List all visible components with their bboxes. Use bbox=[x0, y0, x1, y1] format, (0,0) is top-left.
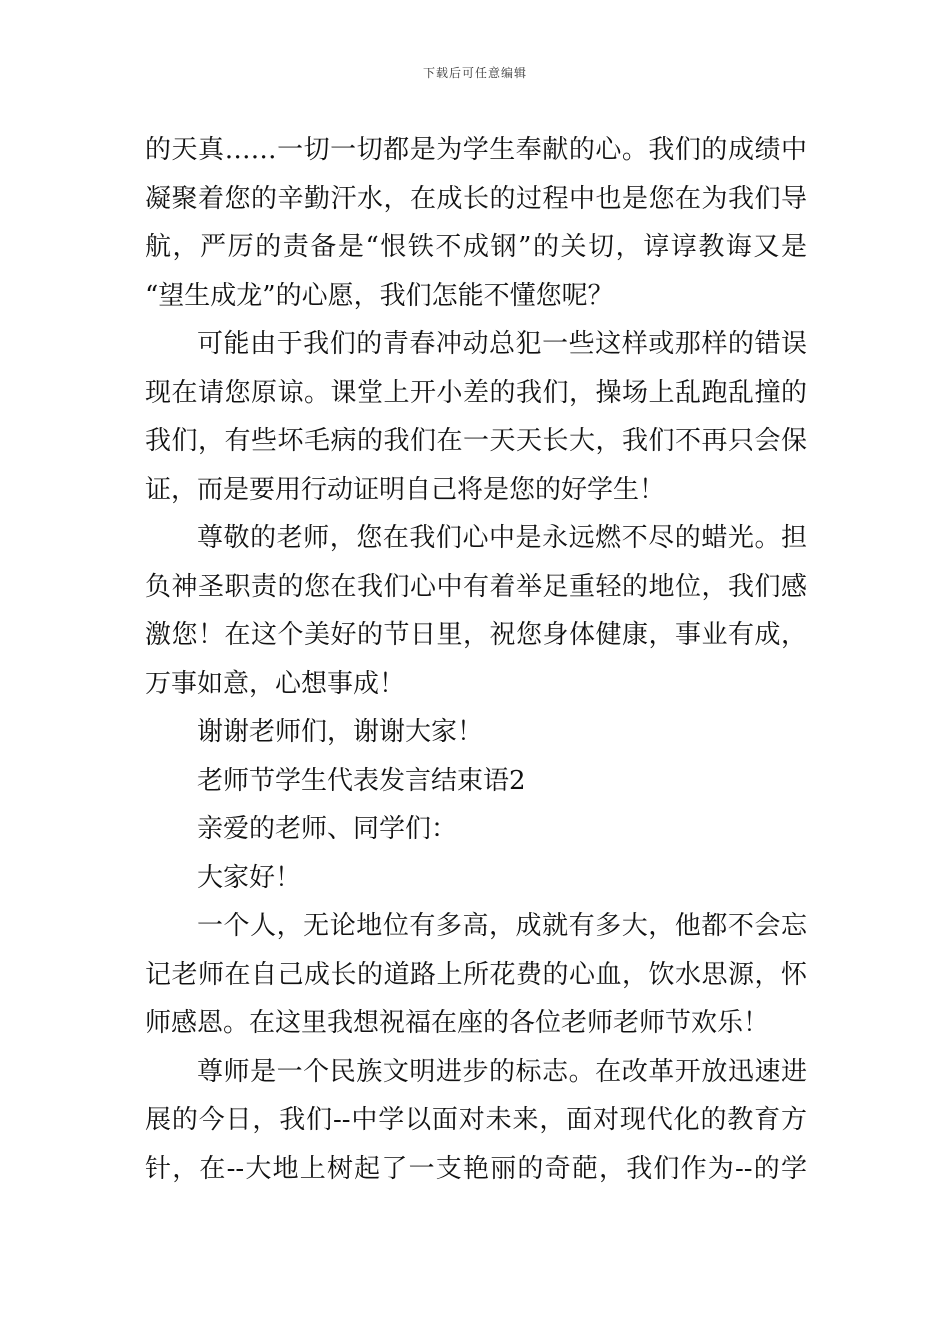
salutation: 亲爱的老师、同学们： bbox=[197, 814, 458, 844]
text-line: 师感恩。在这里我想祝福在座的各位老师老师节欢乐！ bbox=[145, 1008, 770, 1038]
text-line: 可能由于我们的青春冲动总犯一些这样或那样的错误 bbox=[197, 329, 807, 359]
text-line: 凝聚着您的辛勤汗水，在成长的过程中也是您在为我们导 bbox=[145, 183, 807, 214]
text-line: 展的今日，我们--中学以面对未来，面对现代化的教育方 bbox=[145, 1105, 807, 1135]
text-line: 一个人，无论地位有多高，成就有多大，他都不会忘 bbox=[197, 911, 807, 941]
text-line: 尊师是一个民族文明进步的标志。在改革开放迅速进 bbox=[197, 1056, 807, 1087]
text-line: 证，而是要用行动证明自己将是您的好学生！ bbox=[145, 474, 666, 505]
text-line: 尊敬的老师，您在我们心中是永远燃不尽的蜡光。担 bbox=[197, 523, 807, 553]
text-line: 我们，有些坏毛病的我们在一天天长大，我们不再只会保 bbox=[145, 426, 807, 456]
text-line: 激您！在这个美好的节日里，祝您身体健康，事业有成， bbox=[145, 620, 807, 650]
text-line: 航，严厉的责备是“恨铁不成钢”的关切，谆谆教诲又是 bbox=[145, 232, 807, 262]
page-header: 下载后可任意编辑 bbox=[422, 66, 527, 80]
text-line: “望生成龙”的心愿，我们怎能不懂您呢？ bbox=[145, 280, 614, 311]
text-line: 现在请您原谅。课堂上开小差的我们，操场上乱跑乱撞的 bbox=[145, 377, 807, 408]
greeting: 大家好！ bbox=[197, 862, 302, 893]
document-body bbox=[145, 126, 807, 1193]
text-line: 万事如意，心想事成！ bbox=[145, 668, 406, 699]
text-line: 负神圣职责的您在我们心中有着举足重轻的地位，我们感 bbox=[145, 571, 807, 602]
section-title: 老师节学生代表发言结束语2 bbox=[197, 765, 526, 796]
text-line: 谢谢老师们，谢谢大家！ bbox=[197, 717, 484, 747]
text-line: 针，在--大地上树起了一支艳丽的奇葩，我们作为--的学 bbox=[145, 1153, 807, 1184]
text-line: 记老师在自己成长的道路上所花费的心血，饮水思源，怀 bbox=[145, 959, 807, 990]
text-line: 的天真……一切一切都是为学生奉献的心。我们的成绩中 bbox=[145, 135, 807, 165]
